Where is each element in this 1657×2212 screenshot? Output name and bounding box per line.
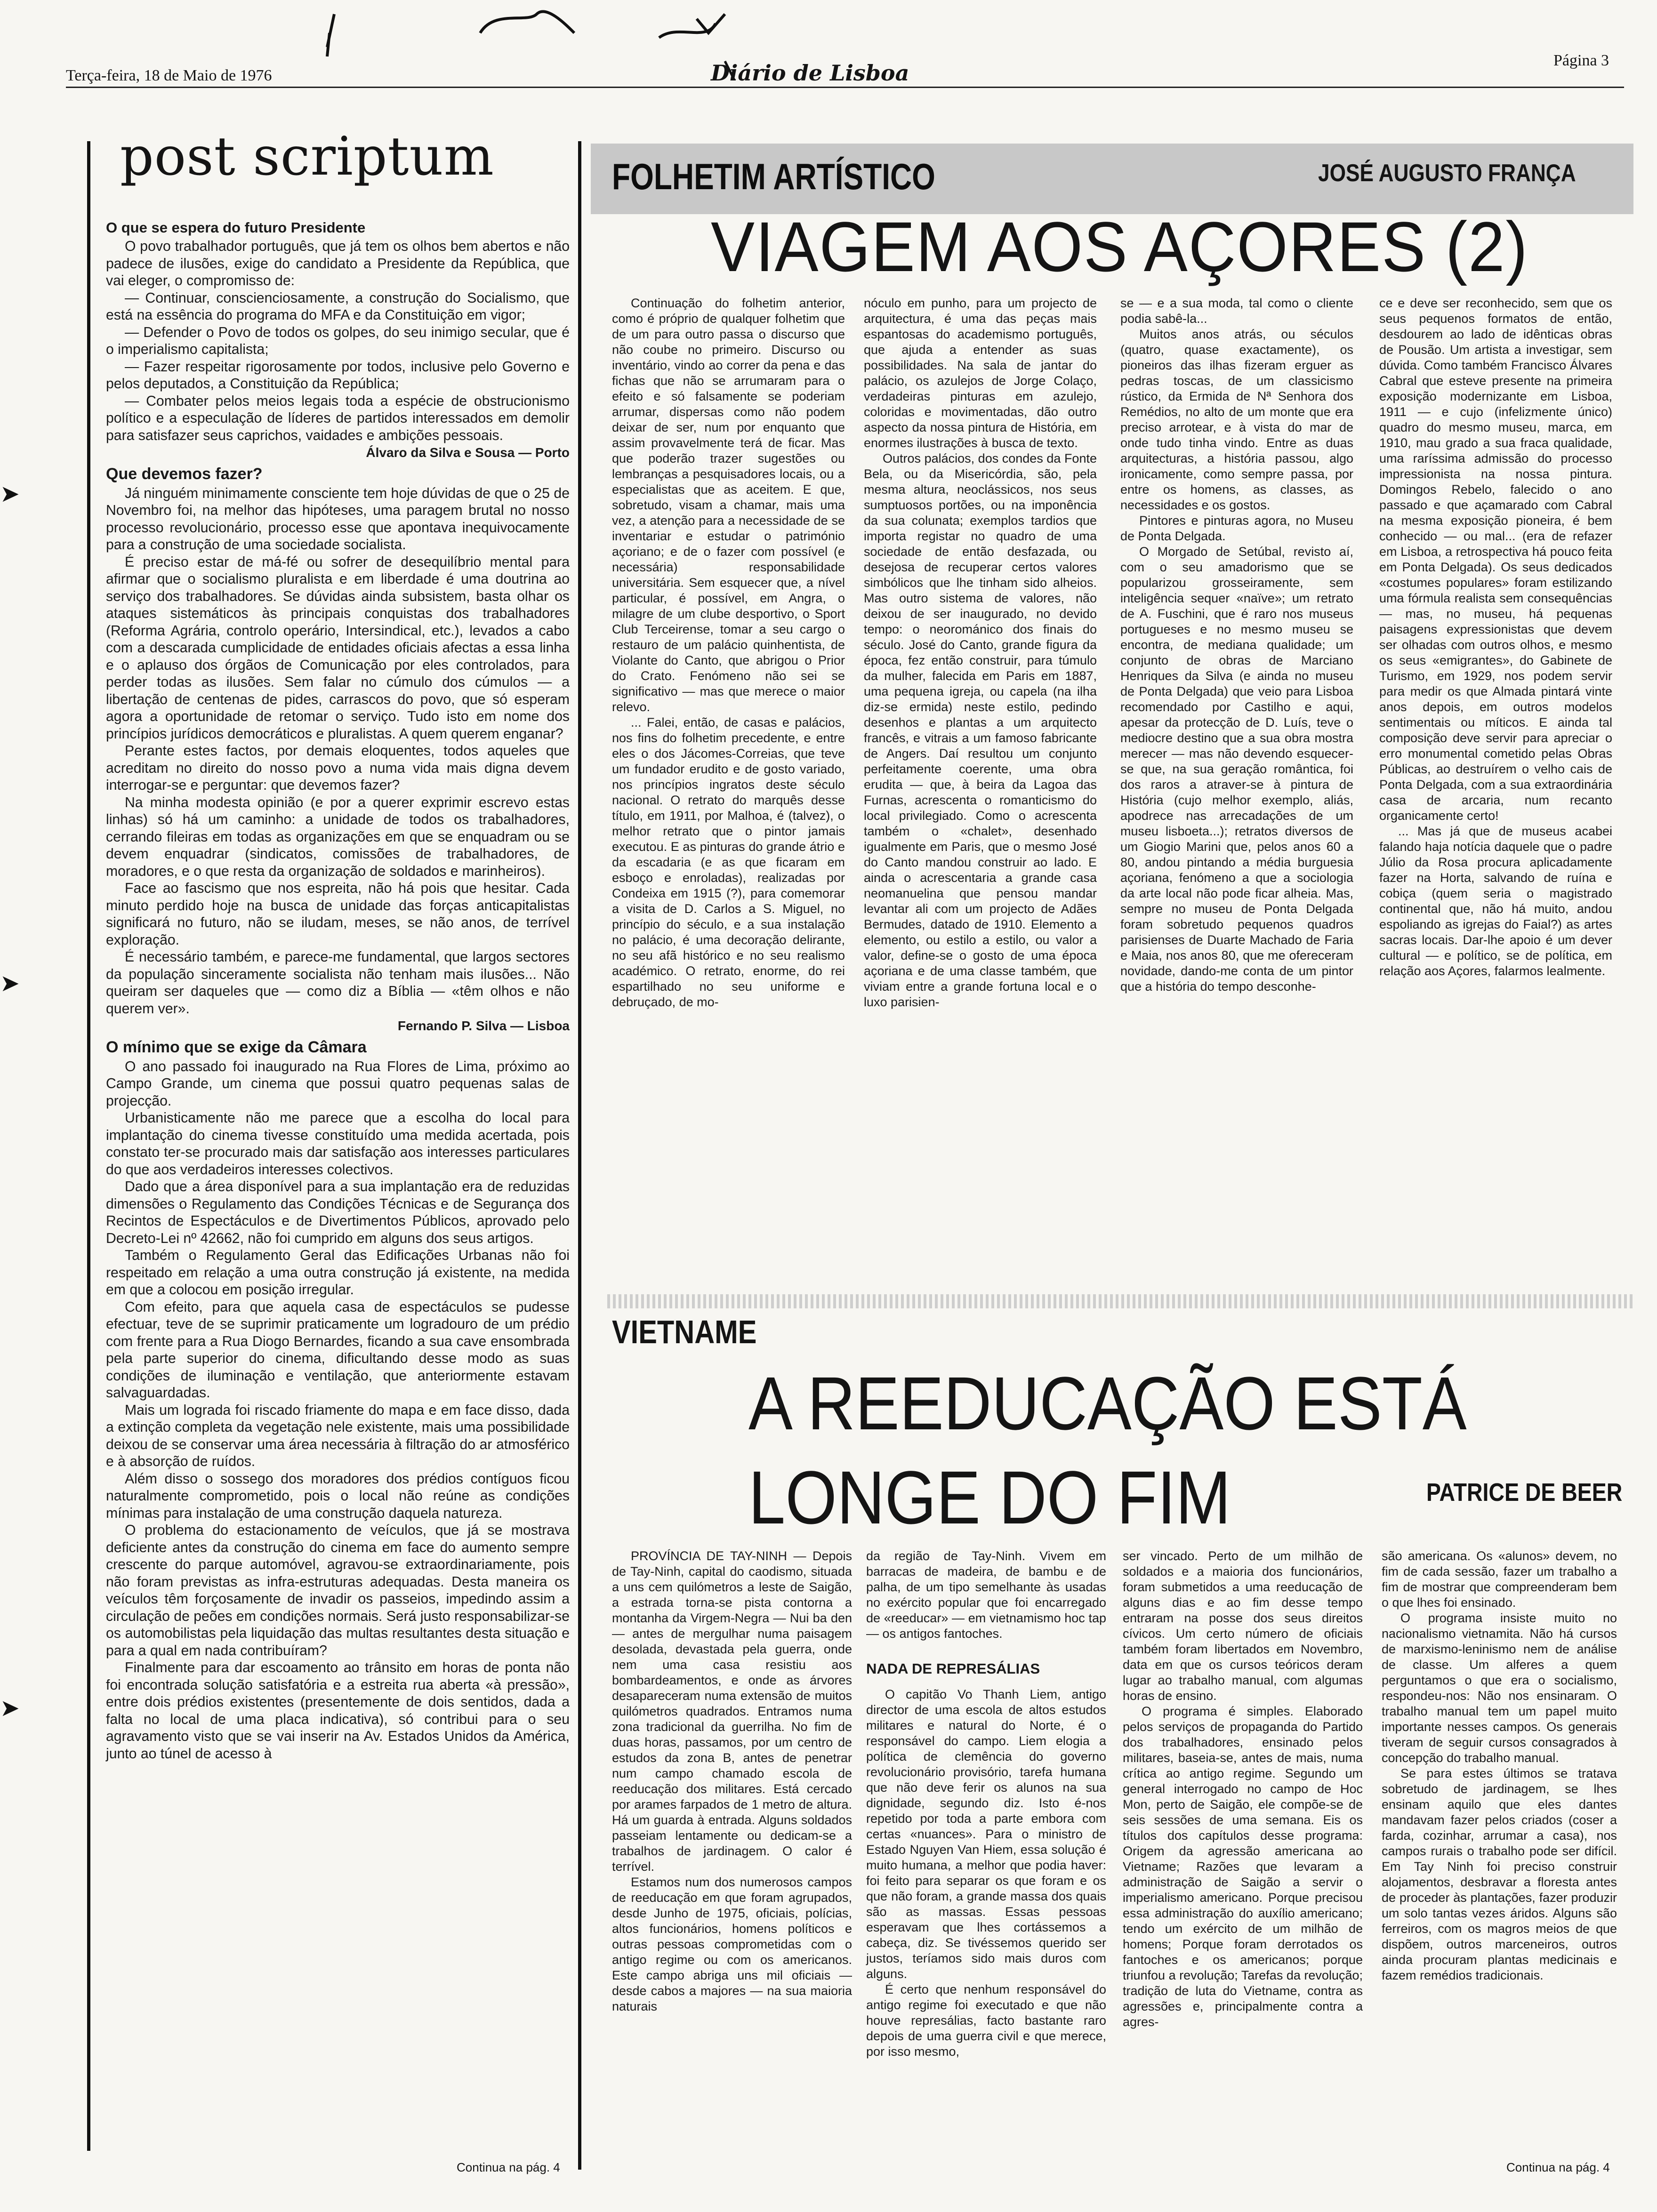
issue-date: Terça-feira, 18 de Maio de 1976 [66,67,272,84]
article-title-line-1: A REEDUCAÇÃO ESTÁ [748,1361,1467,1445]
article-paragraph: da região de Tay-Ninh. Vivem em barracas de madeira, de bambu e de palha, de um tipo semelhante às usadas no exército popular que foi encarregado de «reeducar» — em vietnamismo hoc tap — os antigos fantoches. [866,1549,1106,1641]
article-paragraph: ce e deve ser reconhecido, sem que os seus pequenos formatos de então, desdourem ao lado de idênticas obras de Pousão. Um artista a investigar, sem dúvida. Como também Francisco Álvares Cabral que esteve presente na primeira exposição modernizante em Lisboa, 1911 — e cujo (infelizmente único) quadro do mesmo museu, marca, em 1910, mau grado a sua fraca qualidade, uma raríssima admissão do processo impressionista na nossa pintura. Domingos Rebelo, falecido o ano passado e que açamarado com Cabral na mesma exposição pioneira, é bem conhecido — ou mal... (era de refazer em Lisboa, a retrospectiva há pouco feita em Ponta Delgada). Os seus dedicados «costumes populares» foram estilizando uma fórmula realista sem consequências — mas, no museu, há pequenas paisagens expressionistas que devem ser olhadas com outros olhos, e mesmo os seus «emigrantes», do Gabinete de Turismo, em 1929, nos podem servir para medir os que Almada pintará vinte anos depois, em outros modelos sentimentais ou míticos. E ainda tal composição deve servir para apreciar o erro monumental cometido pelas Obras Públicas, ao destruírem o velho cais de Ponta Delgada, com a sua extraordinária casa de arcaria, num recanto organicamente certo! [1379,296,1612,823]
column-rule [87,141,90,2151]
letter-paragraph: Também o Regulamento Geral das Edificações Urbanas não foi respeitado em relação a uma outra construção já existente, na medida em que a colocou em posição irregular. [106,1248,570,1298]
byline: JOSÉ AUGUSTO FRANÇA [1318,160,1576,187]
byline: PATRICE DE BEER [1426,1478,1623,1507]
letter-paragraph: — Combater pelos meios legais toda a espécie de obstrucionismo político e a especulação de líderes de partidos interessados em demolir para satisfazer seus caprichos, vaidades e ambições pessoais. [106,393,570,443]
letter-paragraph: O problema do estacionamento de veículos, que já se mostrava deficiente antes da construção do cinema em face do aumento sempre crescente do parque automóvel, agravou-se extraordinariamente, pois não foram previstas as infra-estruturas adequadas. Desta maneira os veículos têm forçosamente de invadir os passeios, impedindo assim a circulação de peões em condições normais. Será justo responsabilizar-se os automobilistas pela liquidação das multas resultantes desta situação e para a qual em nada contribuíram? [106,1523,570,1659]
article-paragraph: O programa insiste muito no nacionalismo vietnamita. Não há cursos de marxismo-leninismo nem de análise de classe. Um alferes a quem perguntamos o que era o socialismo, respondeu-nos: Não nos ensinaram. O trabalho manual tem um papel muito importante nesses campos. Os generais tiveram de seguir cursos consagrados à concepção do trabalho manual. [1382,1611,1617,1765]
folhetim-column-4 [1379,296,1612,979]
letter-paragraph: Perante estes factos, por demais eloquentes, todos aqueles que acreditam no direito do nosso povo a numa vida mais digna devem interrogar-se e perguntar: que devemos fazer? [106,743,570,793]
vietname-column-4 [1382,1548,1617,1983]
letter-paragraph: — Continuar, conscienciosamente, a construção do Socialismo, que está na essência do programa do MFA e da Constituição em vigor; [106,290,570,323]
article-paragraph: se — e a sua moda, tal como o cliente podia sabê-la... [1120,296,1353,326]
article-paragraph: É certo que nenhum responsável do antigo regime foi executado e que não houve represálias, facto bastante raro depois de uma guerra civil e que merece, por isso mesmo, [866,1982,1106,2059]
article-paragraph: O programa é simples. Elaborado pelos serviços de propaganda do Partido dos trabalhadores, ensinado pelos militares, baseia-se, antes de mais, numa crítica ao antigo regime. Segundo um general interrogado no campo de Hoc Mon, perto de Saigão, ele compõe-se de seis sessões de uma semana. Eis os títulos dos capítulos desse programa: Origem da agressão americana ao Vietname; Razões que levaram a administração de Saigão a servir o imperialismo americano. Porque precisou essa administração do auxílio americano; tendo um exército de um milhão de homens; Porque foram derrotados os fantoches e os americanos; porque triunfou a revolução; Tarefas da revolução; tradição de luta do Vietname, contra as agressões e, principalmente contra a agres- [1123,1704,1363,2029]
letter-signature: Álvaro da Silva e Sousa — Porto [366,445,570,460]
column-rule [578,141,581,2170]
letter-paragraph: — Fazer respeitar rigorosamente por todos, inclusive pelo Governo e pelos deputados, a Constituição da República; [106,359,570,392]
article-title: VIAGEM AOS AÇORES (2) [711,207,1528,286]
letter-signature: Fernando P. Silva — Lisboa [397,1018,570,1033]
section-divider-band [607,1294,1633,1308]
letter-heading: O que se espera do futuro Presidente [106,219,366,236]
article-paragraph: PROVÍNCIA DE TAY-NINH — Depois de Tay-Ninh, capital do caodismo, situada a uns cem quilómetros a leste de Saigão, a estrada torna-se pista contorna a montanha da Virgem-Negra — Nui ba den — antes de mergulhar numa paisagem desolada, devastada pela guerra, onde nem uma casa resistiu aos bombardeamentos, e onde as árvores desapareceram numa extensão de muitos quilómetros quadrados. Entramos numa zona tradicional da guerrilha. No fim de duas horas, passamos, por um centro de estudos da zona B, antes de penetrar num campo chamado escola de reeducação dos militares. Está cercado por arames farpados de 1 metro de altura. Há um guarda à entrada. Alguns soldados passeiam lentamente ou dedicam-se a trabalhos de jardinagem. O calor é terrível. [612,1549,852,1874]
section-kicker-vietname: VIETNAME [612,1314,757,1350]
vietname-column-2 [866,1548,1106,2060]
article-paragraph: Muitos anos atrás, ou séculos (quatro, quase exactamente), os pioneiros das ilhas fizeram erguer as pedras toscas, de um classicismo rústico, da Ermida de Nª Senhora dos Remédios, no alto de um monte que era preciso arrotear, e à vista do mar de onde tudo tinha vindo. Entre as duas arquitecturas, a história passou, algo ironicamente, como sempre passa, por entre os homens, as classes, as necessidades e os gostos. [1120,327,1353,512]
vietname-column-3 [1123,1548,1363,2030]
folhetim-column-3 [1120,296,1353,994]
folhetim-column-2 [864,296,1097,1010]
article-paragraph: são americana. Os «alunos» devem, no fim de cada sessão, fazer um trabalho a fim de mostrar que compreenderam bem o que lhes foi ensinado. [1382,1549,1617,1610]
article-paragraph: Se para estes últimos se tratava sobretudo de jardinagem, se lhes ensinam aquilo que eles dantes mandavam fazer pelos criados (coser a farda, cozinhar, arrumar a casa), nos campos rurais o trabalho pode ser difícil. Em Tay Ninh foi preciso construir alojamentos, desbravar a floresta antes de proceder às plantações, fazer produzir um solo tantas vezes áridos. Alguns são ferreiros, com os magros meios de que dispõem, outros marceneiros, outros ainda procuram plantas medicinais e fazem remédios tradicionais. [1382,1766,1617,1982]
letter-paragraph: Face ao fascismo que nos espreita, não há pois que hesitar. Cada minuto perdido hoje na busca de unidade das forças anticapitalistas significará no futuro, não se iludam, meses, se não anos, de terrível exploração. [106,881,570,948]
letter-paragraph: Urbanisticamente não me parece que a escolha do local para implantação do cinema tivesse constituído uma medida acertada, pois constato ter-se procurado mais dar satisfação aos interesses particulares do que aos verdadeiros interesses colectivos. [106,1110,570,1178]
article-paragraph: ... Mas já que de museus acabei falando haja notícia daquele que o padre Júlio da Rosa procura aplicadamente fazer na Horta, salvando de ruína e cobiça (quem seria o magistrado continental que, não há muito, andou espoliando as igrejas do Faial?) as artes sacras locais. Dar-lhe apoio é um dever cultural — e político, se de política, em relação aos Açores, falarmos lealmente. [1379,824,1612,978]
article-paragraph: nóculo em punho, para um projecto de arquitectura, é uma das peças mais espantosas do academismo português, que ajuda a entender as suas possibilidades. Na sala de jantar do palácio, os azulejos de Jorge Colaço, verdadeiras pinturas em azulejo, coloridas e movimentadas, dão outro aspecto da nossa pintura de História, em enormes ilustrações à busca de texto. [864,296,1097,450]
continued-note: Continua na pág. 4 [457,2160,560,2174]
letter-paragraph: Além disso o sossego dos moradores dos prédios contíguos ficou naturalmente comprometido, pois o local não reúne as condições mínimas para instalação de uma construção daquela natureza. [106,1471,570,1521]
letter-paragraph: Já ninguém minimamente consciente tem hoje dúvidas de que o 25 de Novembro foi, na melhor das hipóteses, uma paragem brutal no nosso processo revolucionário, processo esse que apontava inequivocamente para a construção de uma sociedade socialista. [106,485,570,553]
letter-paragraph: Finalmente para dar escoamento ao trânsito em horas de ponta não foi encontrada solução satisfatória e a estreita rua aberta «à pressão», entre dois prédios existentes (presentemente de dois sentidos, dada a falta no local de uma placa indicativa), só contribui para o seu agravamento visto que se vai inserir na Av. Estados Unidos da América, junto ao túnel de acesso à [106,1660,570,1762]
letter-heading: O mínimo que se exige da Câmara [106,1038,367,1056]
letter-paragraph: É preciso estar de má-fé ou sofrer de desequilíbrio mental para afirmar que o socialismo pluralista e em liberdade é uma doutrina ao serviço dos trabalhadores. Se dúvidas ainda subsistem, basta olhar os ataques sistemáticos às principais conquistas dos trabalhadores (Reforma Agrária, controlo operário, Intersindical, etc.), levados a cabo com a descarada cumplicidade de entidades oficiais afectas a essa linha e o aplauso dos órgãos de Comunicação por eles controlados, para perder todas as ilusões. Sem falar no cúmulo dos cúmulos — a libertação de centenas de pides, carrascos do povo, que só esperam agora a oportunidade de retomar o serviço. Tudo isto em nome dos princípios jurídicos democráticos e pluralistas. A quem querem enganar? [106,554,570,742]
article-paragraph: Continuação do folhetim anterior, como é próprio de qualquer folhetim que de um para outro passa o discurso que não coube no primeiro. Discurso ou inventário, vindo ao correr da pena e das fichas que não se arrumaram para o efeito e só falsamente se poderiam arrumar, dispersas como não podem deixar de ser, num por enquanto que assim provavelmente terá de ficar. Mas que poderão trazer sugestões ou lembranças a pesquisadores locais, ou a especialistas que as aceitem. E que, sobretudo, visam a chamar, mais uma vez, a atenção para a necessidade de se inventariar e estudar o património açoriano; e de o fazer com possível (e necessária) responsabilidade universitária. Sem esquecer que, a nível particular, é possível, em Angra, o milagre de um clube desportivo, o Sport Club Terceirense, tomar a seu cargo o restauro de um palácio quinhentista, de Violante do Canto, que abrigou o Prior do Crato. Fenómeno não sei se significativo — mas que merece o maior relevo. [612,296,845,714]
letter-paragraph: O povo trabalhador português, que já tem os olhos bem abertos e não padece de ilusões, exige do candidato a Presidente da República, que vai eleger, o compromisso de: [106,239,570,289]
article-paragraph: ser vincado. Perto de um milhão de soldados e a maioria dos funcionários, foram submetidos a uma reeducação de alguns dias e ao fim desse tempo entraram na posse dos seus direitos cívicos. Um certo número de oficiais também foram libertados em Novembro, data em que os cursos teóricos deram lugar ao trabalho manual, com algumas horas de ensino. [1123,1549,1363,1703]
margin-arrow-icon: ➤ [0,1694,20,1722]
page-number: Página 3 [1553,52,1609,69]
section-title-post-scriptum: post scriptum [120,126,494,187]
article-paragraph: O capitão Vo Thanh Liem, antigo director de uma escola de altos estudos militares e natural do Norte, é o responsável do campo. Liem elogia a política de clemência do governo revolucionário provisório, tarefa humana que não deve ferir os alunos na sua dignidade, segundo diz. Isto é-nos repetido por toda a parte embora com certas «nuances». Para o ministro de Estado Nguyen Van Hiem, essa solução é muito humana, a melhor que podia haver: foi feito para separar os que foram e os que não foram, a grande massa dos quais são as massas. Essas pessoas esperavam que lhes cortássemos a cabeça, diz. Se tivéssemos querido ser justos, teríamos sido mais duros com alguns. [866,1687,1106,1981]
margin-arrow-icon: ➤ [0,970,20,997]
vietname-column-1 [612,1548,852,2014]
letter-paragraph: O ano passado foi inaugurado na Rua Flores de Lima, próximo ao Campo Grande, um cinema que possui quatro pequenas salas de projecção. [106,1058,570,1109]
letter-paragraph: Com efeito, para que aquela casa de espectáculos se pudesse efectuar, teve de se suprimir praticamente um logradouro de um prédio com frente para a Rua Diogo Bernardes, ficando a sua cave ensombrada pela parte superior do cinema, dificultando desse modo as suas condições de iluminação e ventilação, que anteriormente estavam salvaguardadas. [106,1299,570,1401]
article-paragraph: Outros palácios, dos condes da Fonte Bela, ou da Misericórdia, são, pela mesma altura, neoclássicos, nos seus sumptuosos portões, ou na imponência da sua colunata; exemplos tardios que importa registar no quadro de uma sociedade de então desfazada, ou desejosa de recuperar certos valores simbólicos que lhe tinham sido alheios. Mas outro sistema de valores, não deixou de ser inaugurado, no devido tempo: o neorománico dos finais do século. José do Canto, grande figura da época, fez então construir, para túmulo da mulher, falecida em Paris em 1887, uma pequena igreja, ou capela (na ilha diz-se ermida) neste estilo, pedindo desenhos e plantas a um arquitecto francês, e vitrais a um famoso fabricante de Angers. Daí resultou um conjunto perfeitamente coerente, uma obra erudita — que, à beira da Lagoa das Furnas, acrescenta o romanticismo do local privilegiado. Como o acrescenta também o «chalet», desenhado igualmente em Paris, que o mesmo José do Canto mandou construir ao lado. E ainda o acrescentaria a grande casa neomanuelina que pensou mandar levantar ali com um projecto de Adães Bermudes, datado de 1910. Elemento a elemento, ou estilo a estilo, ou valor a valor, define-se o gosto de uma época açoriana e de uma classe também, que viviam entre a grande fortuna local e o luxo parisien- [864,451,1097,1009]
folhetim-column-1 [612,296,845,1010]
section-kicker-folhetim: FOLHETIM ARTÍSTICO [612,156,935,197]
post-scriptum-body [106,217,570,1763]
margin-arrow-icon: ➤ [0,480,20,507]
article-paragraph: Estamos num dos numerosos campos de reeducação em que foram agrupados, desde Junho de 1975, oficiais, polícias, altos funcionários, homens políticos e outras pessoas comprometidas com o antigo regime ou com os americanos. Este campo abriga uns mil oficiais — desde cabos a majores — na sua maioria naturais [612,1875,852,2013]
letter-paragraph: Dado que a área disponível para a sua implantação era de reduzidas dimensões o Regulamento das Condições Técnicas e de Segurança dos Recintos de Espectáculos e de Divertimentos Públicos, aprovado pelo Decreto-Lei nº 42662, não foi cumprido em alguns dos seus artigos. [106,1179,570,1246]
letter-paragraph: — Defender o Povo de todos os golpes, do seu inimigo secular, que é o imperialismo capitalista; [106,324,570,357]
article-paragraph: O Morgado de Setúbal, revisto aí, com o seu amadorismo que se popularizou grosseiramente, sem inteligência sequer «naïve»; um retrato de A. Fuschini, que é raro nos museus portugueses e no mesmo museu se encontra, de mediana qualidade; um conjunto de obras de Marciano Henriques da Silva (e ainda no museu de Ponta Delgada) que veio para Lisboa recomendado por Castilho e aqui, apesar da protecção de D. Luís, teve o mediocre destino que a sua obra mostra merecer — mas não devendo esquecer-se que, na sua geração romântica, foi dos raros a atraver-se à pintura de História (cujo melhor exemplo, aliás, apodrece nas arrecadações de um museu lisboeta...); retratos diversos de um Giogio Marini que, pelos anos 60 a 80, andou pintando a média burguesia açoriana, fenómeno a que a sociologia da arte local não pode ficar alheia. Mas, sempre no museu de Ponta Delgada foram sobretudo pequenos quadros parisienses de Duarte Machado de Faria e Maia, nos anos 80, que me ofereceram novidade, dando-me conta de um pintor que a história do tempo desconhe- [1120,545,1353,994]
article-title-line-2: LONGE DO FIM [748,1455,1231,1539]
continued-note: Continua na pág. 4 [1506,2160,1610,2174]
letter-paragraph: Mais um lograda foi riscado friamente do mapa e em face disso, dada a extinção completa da vegetação nele existente, mais uma possibilidade deixou de se conservar uma área necessária à filtração do ar atmosférico e à absorção de ruídos. [106,1402,570,1469]
header-rule [66,87,1624,88]
letter-heading: Que devemos fazer? [106,465,263,483]
subheading: NADA DE REPRESÁLIAS [866,1660,1040,1677]
letter-paragraph: Na minha modesta opinião (e por a querer exprimir escrevo estas linhas) só há um caminho: a unidade de todos os trabalhadores, cerrando fileiras em todas as organizações em que se enquadram ou se devem enquadrar (sindicatos, comissões de trabalhadores, de moradores, e o que resta da organização de soldados e marinheiros). [106,794,570,879]
masthead: Diário de Lisboa [711,60,909,86]
article-paragraph: Pintores e pinturas agora, no Museu de Ponta Delgada. [1120,513,1353,543]
article-paragraph: ... Falei, então, de casas e palácios, nos fins do folhetim precedente, e entre eles o dos Jácomes-Correias, que teve um fundador erudito e de gosto variado, nos princípios ingratos deste século nacional. O retrato do marquês desse título, em 1911, por Malhoa, é (talvez), o melhor retrato que o pintor jamais executou. E as pinturas do grande átrio e da escadaria (e as que ficaram em esboço e enroladas), realizadas por Condeixa em 1915 (?), para comemorar a visita de D. Carlos a S. Miguel, no princípio do século, e a sua instalação no palácio, é uma decoração delirante, no seu afã histórico e no seu realismo académico. O retrato, enorme, do rei espartilhado no seu uniforme e debruçado, de mo- [612,715,845,1009]
letter-paragraph: É necessário também, e parece-me fundamental, que largos sectores da população sinceramente socialista não tenham mais ilusões... Não queiram ser daqueles que — como diz a Bíblia — «têm olhos e não querem ver». [106,949,570,1017]
